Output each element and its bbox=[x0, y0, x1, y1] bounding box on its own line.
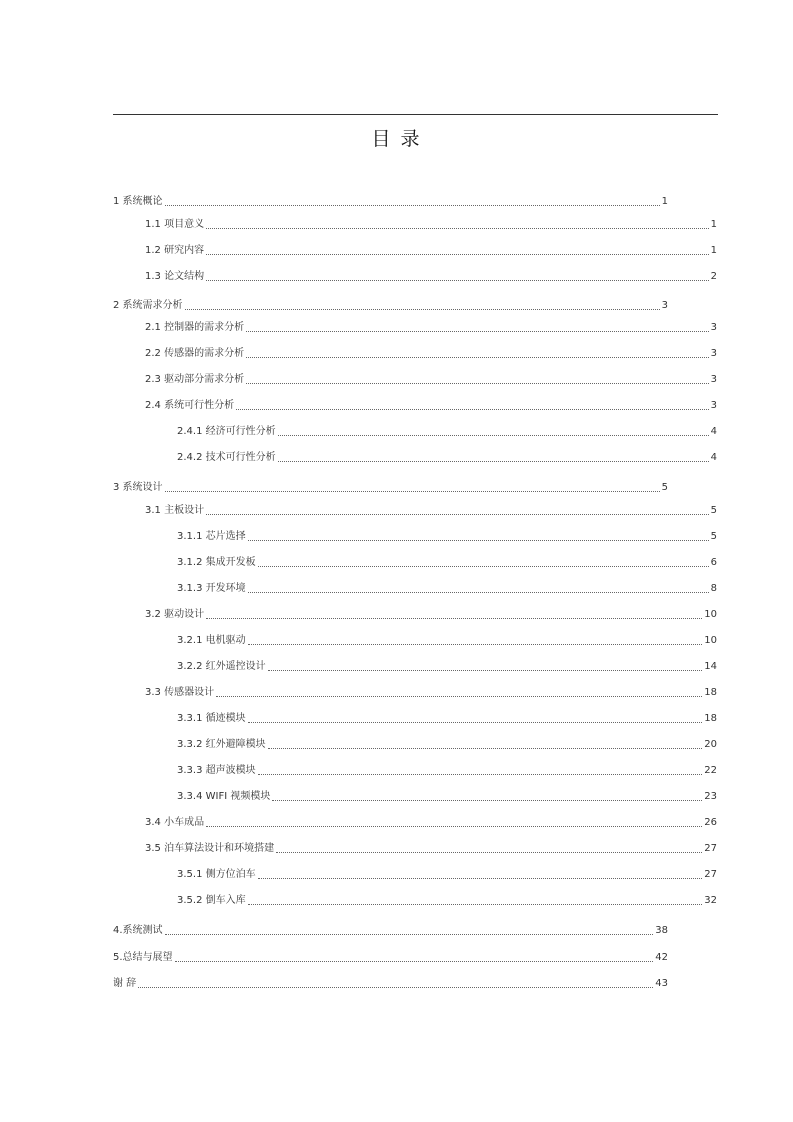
toc-label: 1.1 项目意义 bbox=[145, 219, 205, 230]
toc-entry-3-3-3[interactable] bbox=[177, 763, 717, 777]
dot-leader bbox=[258, 773, 703, 775]
toc-entry-3-3[interactable] bbox=[145, 685, 717, 699]
toc-entry-acknowledgements[interactable] bbox=[113, 976, 668, 990]
toc-label: 谢 辞 bbox=[113, 978, 137, 989]
toc-page-number: 3 bbox=[710, 374, 717, 385]
toc-entry-4[interactable] bbox=[113, 923, 668, 937]
toc-entry-2-3[interactable] bbox=[145, 372, 717, 386]
toc-label: 2 系统需求分析 bbox=[113, 300, 183, 311]
dot-leader bbox=[206, 279, 709, 281]
dot-leader bbox=[248, 721, 703, 723]
toc-entry-5[interactable] bbox=[113, 950, 668, 964]
toc-page-number: 1 bbox=[710, 245, 717, 256]
toc-label: 3.3.4 WIFI 视频模块 bbox=[177, 791, 271, 802]
toc-label: 2.4.2 技术可行性分析 bbox=[177, 452, 276, 463]
toc-label: 3.4 小车成品 bbox=[145, 817, 205, 828]
dot-leader bbox=[248, 539, 709, 541]
toc-entry-3-1-3[interactable] bbox=[177, 581, 717, 595]
toc-label: 1.2 研究内容 bbox=[145, 245, 205, 256]
toc-entry-3-1-1[interactable] bbox=[177, 529, 717, 543]
dot-leader bbox=[175, 960, 654, 962]
toc-entry-2-4[interactable] bbox=[145, 398, 717, 412]
dot-leader bbox=[276, 851, 702, 853]
toc-page-number: 2 bbox=[710, 271, 717, 282]
toc-page-number: 32 bbox=[704, 895, 717, 906]
toc-entry-2-1[interactable] bbox=[145, 320, 717, 334]
toc-entry-2[interactable] bbox=[113, 298, 668, 312]
toc-entry-1-1[interactable] bbox=[145, 217, 717, 231]
dot-leader bbox=[248, 643, 703, 645]
toc-page-number: 43 bbox=[655, 978, 668, 989]
toc-page-number: 3 bbox=[710, 322, 717, 333]
toc-label: 3.3 传感器设计 bbox=[145, 687, 215, 698]
toc-label: 3.3.3 超声波模块 bbox=[177, 765, 256, 776]
dot-leader bbox=[165, 490, 660, 492]
toc-page-number: 22 bbox=[704, 765, 717, 776]
dot-leader bbox=[206, 513, 709, 515]
toc-label: 3.2.1 电机驱动 bbox=[177, 635, 246, 646]
toc-page-number: 10 bbox=[704, 635, 717, 646]
dot-leader bbox=[268, 669, 703, 671]
dot-leader bbox=[246, 330, 709, 332]
dot-leader bbox=[272, 799, 702, 801]
toc-page-number: 20 bbox=[704, 739, 717, 750]
dot-leader bbox=[258, 877, 703, 879]
dot-leader bbox=[165, 204, 660, 206]
toc-label: 2.4.1 经济可行性分析 bbox=[177, 426, 276, 437]
toc-entry-1[interactable] bbox=[113, 194, 668, 208]
toc-entry-3-2[interactable] bbox=[145, 607, 717, 621]
toc-label: 3.2.2 红外遥控设计 bbox=[177, 661, 266, 672]
dot-leader bbox=[246, 382, 709, 384]
dot-leader bbox=[206, 825, 702, 827]
toc-label: 3.1.3 开发环境 bbox=[177, 583, 246, 594]
toc-page-number: 5 bbox=[661, 482, 668, 493]
toc-page-number: 5 bbox=[710, 505, 717, 516]
toc-page-number: 8 bbox=[710, 583, 717, 594]
toc-label: 4.系统测试 bbox=[113, 925, 163, 936]
toc-label: 3 系统设计 bbox=[113, 482, 163, 493]
toc-label: 3.2 驱动设计 bbox=[145, 609, 205, 620]
toc-entry-1-2[interactable] bbox=[145, 243, 717, 257]
toc-page-number: 5 bbox=[710, 531, 717, 542]
toc-page-number: 18 bbox=[704, 687, 717, 698]
toc-entry-3-3-2[interactable] bbox=[177, 737, 717, 751]
toc-entry-3-3-1[interactable] bbox=[177, 711, 717, 725]
toc-label: 2.4 系统可行性分析 bbox=[145, 400, 235, 411]
dot-leader bbox=[236, 408, 709, 410]
toc-label: 2.1 控制器的需求分析 bbox=[145, 322, 245, 333]
toc-entry-2-4-1[interactable] bbox=[177, 424, 717, 438]
toc-page-number: 4 bbox=[710, 452, 717, 463]
toc-label: 3.5.2 倒车入库 bbox=[177, 895, 246, 906]
dot-leader bbox=[185, 308, 660, 310]
toc-entry-3-3-4[interactable] bbox=[177, 789, 717, 803]
dot-leader bbox=[138, 986, 653, 988]
toc-page-number: 3 bbox=[661, 300, 668, 311]
toc-label: 3.3.1 循迹模块 bbox=[177, 713, 246, 724]
toc-page-number: 42 bbox=[655, 952, 668, 963]
toc-label: 3.1.2 集成开发板 bbox=[177, 557, 256, 568]
dot-leader bbox=[216, 695, 702, 697]
toc-entry-3-1[interactable] bbox=[145, 503, 717, 517]
toc-entry-3-4[interactable] bbox=[145, 815, 717, 829]
dot-leader bbox=[278, 460, 709, 462]
dot-leader bbox=[246, 356, 709, 358]
toc-label: 5.总结与展望 bbox=[113, 952, 173, 963]
dot-leader bbox=[206, 227, 709, 229]
toc-page-number: 18 bbox=[704, 713, 717, 724]
dot-leader bbox=[278, 434, 709, 436]
dot-leader bbox=[206, 617, 702, 619]
toc-page-number: 3 bbox=[710, 400, 717, 411]
toc-page-number: 14 bbox=[704, 661, 717, 672]
toc-page-number: 26 bbox=[704, 817, 717, 828]
toc-entry-3[interactable] bbox=[113, 480, 668, 494]
toc-label: 3.1.1 芯片选择 bbox=[177, 531, 246, 542]
toc-label: 1.3 论文结构 bbox=[145, 271, 205, 282]
toc-page-number: 10 bbox=[704, 609, 717, 620]
toc-page-number: 3 bbox=[710, 348, 717, 359]
toc-entry-3-5-2[interactable] bbox=[177, 893, 717, 907]
toc-entry-2-4-2[interactable] bbox=[177, 450, 717, 464]
toc-label: 3.3.2 红外避障模块 bbox=[177, 739, 266, 750]
toc-page-number: 1 bbox=[661, 196, 668, 207]
toc-label: 2.2 传感器的需求分析 bbox=[145, 348, 245, 359]
dot-leader bbox=[165, 933, 654, 935]
toc-entry-1-3[interactable] bbox=[145, 269, 717, 283]
toc-label: 3.1 主板设计 bbox=[145, 505, 205, 516]
toc-entry-3-2-2[interactable] bbox=[177, 659, 717, 673]
toc-entry-3-1-2[interactable] bbox=[177, 555, 717, 569]
toc-page-number: 27 bbox=[704, 843, 717, 854]
toc-label: 1 系统概论 bbox=[113, 196, 163, 207]
header-rule bbox=[113, 114, 718, 115]
dot-leader bbox=[258, 565, 709, 567]
toc-entry-3-5[interactable] bbox=[145, 841, 717, 855]
dot-leader bbox=[268, 747, 703, 749]
page-title: 目 录 bbox=[371, 128, 422, 150]
toc-entry-3-5-1[interactable] bbox=[177, 867, 717, 881]
toc-page-number: 38 bbox=[655, 925, 668, 936]
toc-page-number: 4 bbox=[710, 426, 717, 437]
toc-page-number: 6 bbox=[710, 557, 717, 568]
dot-leader bbox=[248, 591, 709, 593]
dot-leader bbox=[248, 903, 703, 905]
toc-entry-2-2[interactable] bbox=[145, 346, 717, 360]
toc-page-number: 23 bbox=[704, 791, 717, 802]
toc-label: 2.3 驱动部分需求分析 bbox=[145, 374, 245, 385]
toc-label: 3.5.1 侧方位泊车 bbox=[177, 869, 256, 880]
toc-page-number: 27 bbox=[704, 869, 717, 880]
toc-entry-3-2-1[interactable] bbox=[177, 633, 717, 647]
toc-page-number: 1 bbox=[710, 219, 717, 230]
dot-leader bbox=[206, 253, 709, 255]
toc-label: 3.5 泊车算法设计和环境搭建 bbox=[145, 843, 275, 854]
